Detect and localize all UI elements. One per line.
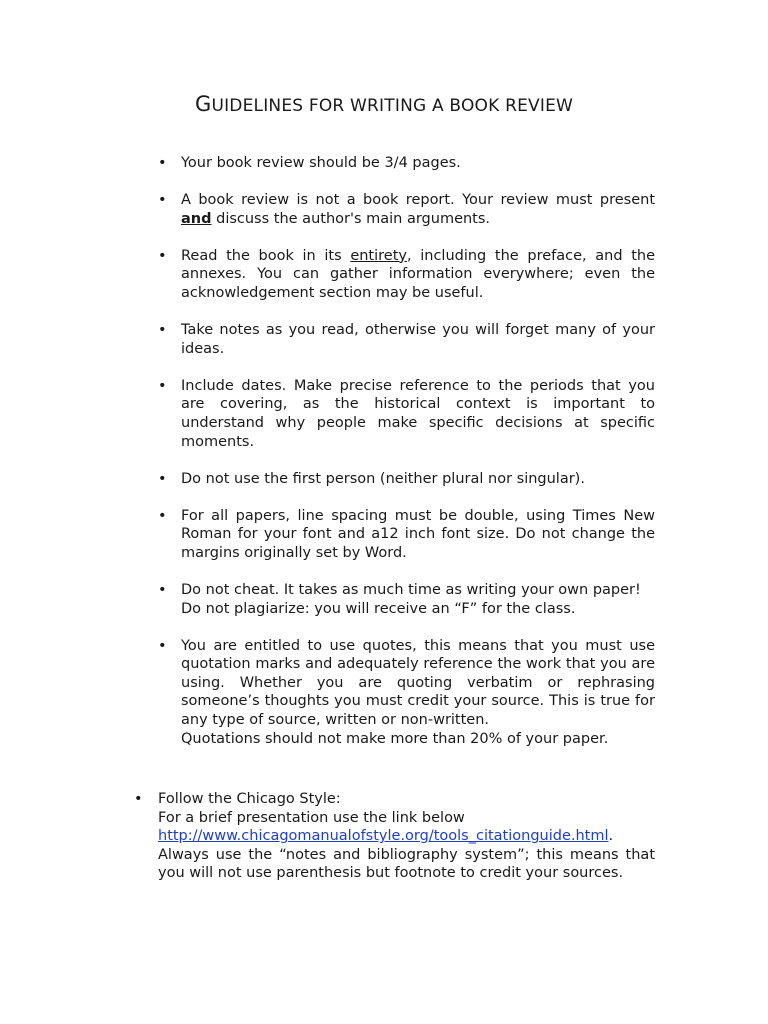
bullet-icon: • xyxy=(158,507,167,524)
bullet-icon: • xyxy=(158,582,167,598)
bullet-icon: • xyxy=(158,377,167,394)
list-item xyxy=(158,637,655,749)
item-emphasis: entirety xyxy=(350,247,407,264)
item-text-second-line: Quotations should not make more than 20% of your paper. xyxy=(181,730,609,747)
item-text-second-line: Do not plagiarize: you will receive an “F” for the class. xyxy=(181,600,576,617)
item-text: You are entitled to use quotes, this means that you must use quotation marks and adequately reference the work that you are using. Whether you are quoting verbatim or rephrasing someone’s thoughts you must credit your source. This is true for any type of source, written or non-written. xyxy=(181,637,655,729)
link-suffix: . xyxy=(608,828,614,845)
list-item xyxy=(158,247,655,303)
list-item xyxy=(158,191,655,228)
item-text: For all papers, line spacing must be double, using Times New Roman for your font and a12 inch font size. Do not change the margins originally set by Word. xyxy=(181,507,655,561)
list-item xyxy=(158,321,655,358)
chicago-heading: Follow the Chicago Style: xyxy=(158,791,341,807)
item-text: Take notes as you read, otherwise you will forget many of your ideas. xyxy=(181,322,655,357)
item-text-end: , including the preface, and the annexes. You can gather information everywhere; even the acknowledgement section may be useful. xyxy=(181,247,655,301)
bullet-icon: • xyxy=(134,791,143,807)
chicago-intro: For a brief presentation use the link below xyxy=(158,809,465,826)
bullet-icon: • xyxy=(158,192,167,209)
chicago-guide-link[interactable]: http://www.chicagomanualofstyle.org/tools_citationguide.html xyxy=(158,828,609,845)
document-title xyxy=(0,92,768,116)
item-text: Include dates. Make precise reference to the periods that you are covering, as the historical context is important to understand why people make specific decisions at specific moments. xyxy=(181,377,655,450)
list-item xyxy=(158,507,655,563)
bullet-icon: • xyxy=(158,637,167,654)
guidelines-list xyxy=(158,154,655,767)
item-text: Do not cheat. It takes as much time as writing your own paper! xyxy=(181,582,641,598)
list-item xyxy=(158,154,655,173)
bullet-icon: • xyxy=(158,247,167,264)
list-item xyxy=(158,377,655,451)
item-text: Do not use the first person (neither plural nor singular). xyxy=(181,470,585,487)
item-text: Your book review should be 3/4 pages. xyxy=(181,155,461,171)
list-item xyxy=(158,581,655,618)
bullet-icon: • xyxy=(158,155,167,171)
bullet-icon: • xyxy=(158,322,167,339)
item-text-end: discuss the author's main arguments. xyxy=(211,210,491,227)
list-item xyxy=(158,470,655,489)
item-text: A book review is not a book report. Your review must present xyxy=(181,192,655,209)
title-rest: UIDELINES FOR WRITING A BOOK REVIEW xyxy=(211,96,574,116)
bullet-icon: • xyxy=(158,470,167,487)
title-initial: G xyxy=(194,92,212,116)
item-text: Read the book in its xyxy=(181,247,351,264)
chicago-style-item xyxy=(134,790,655,883)
chicago-note: Always use the “notes and bibliography system”; this means that you will not use parenthesis but footnote to credit your sources. xyxy=(158,846,655,882)
item-emphasis: and xyxy=(181,210,212,227)
